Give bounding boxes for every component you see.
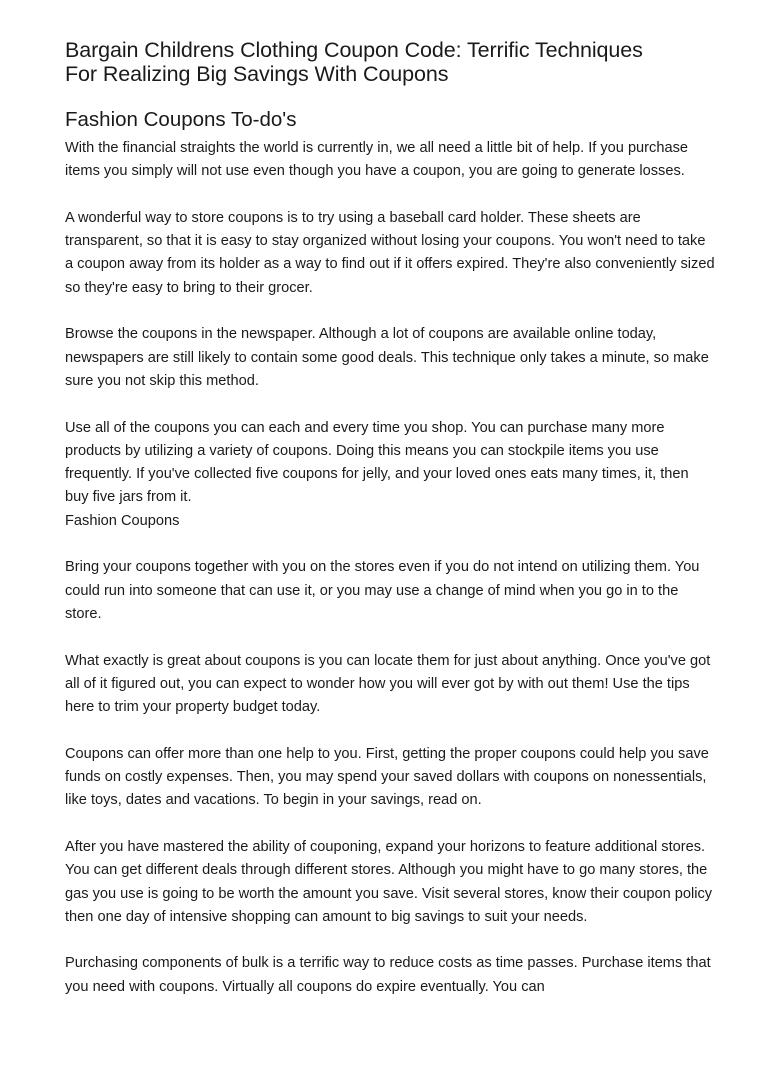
paragraph-7: Coupons can offer more than one help to you. First, getting the proper coupons could help you save funds on costly expenses. Then, you may spend your saved dollars with coupons on nonessentials, like toys, dates and vacations. To begin in your savings, read on. (65, 745, 709, 809)
section-heading: Fashion Coupons To-do's (65, 108, 297, 131)
paragraph-8: After you have mastered the ability of couponing, expand your horizons to feature additional stores. You can get different deals through different stores. Although you might have to go many stores, the gas you use is going to be worth the amount you save. Visit several stores, know their coupon policy then one day of intensive shopping can amount to big savings to suit your needs. (65, 838, 713, 925)
paragraph-2: A wonderful way to store coupons is to try using a baseball card holder. These sheets are transparent, so that it is easy to stay organized without losing your coupons. You won't need to take a coupon away from its holder as a way to find out if it offers expired. They're also conveniently sized so they're easy to bring to their grocer. (65, 209, 715, 296)
paragraph-9: Purchasing components of bulk is a terrific way to reduce costs as time passes. Purchase items that you need with coupons. Virtually all coupons do expire eventually. You can (65, 955, 711, 995)
document-title-line-2: For Realizing Big Savings With Coupons (65, 62, 449, 86)
document-title-line-1: Bargain Childrens Clothing Coupon Code: Terrific Techniques (65, 38, 643, 62)
paragraph-4: Use all of the coupons you can each and every time you shop. You can purchase many more products by utilizing a variety of coupons. Doing this means you can stockpile items you use frequently. If you've collected five coupons for jelly, and your loved ones eats many times, it, then buy five jars from it. (65, 419, 689, 506)
paragraph-1: With the financial straights the world is currently in, we all need a little bit of help. If you purchase items you simply will not use even though you have a coupon, you are going to generate losses. (65, 140, 688, 180)
paragraph-6: What exactly is great about coupons is you can locate them for just about anything. Once you've got all of it figured out, you can expect to wonder how you will ever got by with out them! Use the tips here to trim your property budget today. (65, 652, 711, 716)
paragraph-3: Browse the coupons in the newspaper. Although a lot of coupons are available online today, newspapers are still likely to contain some good deals. This technique only takes a minute, so make sure you not skip this method. (65, 326, 709, 389)
paragraph-5: Bring your coupons together with you on the stores even if you do not intend on utilizing them. You could run into someone that can use it, or you may use a change of mind when you go in to the store. (65, 559, 700, 622)
document-title (65, 38, 715, 86)
document-page (65, 38, 715, 1022)
inline-label: Fashion Coupons (65, 512, 180, 529)
